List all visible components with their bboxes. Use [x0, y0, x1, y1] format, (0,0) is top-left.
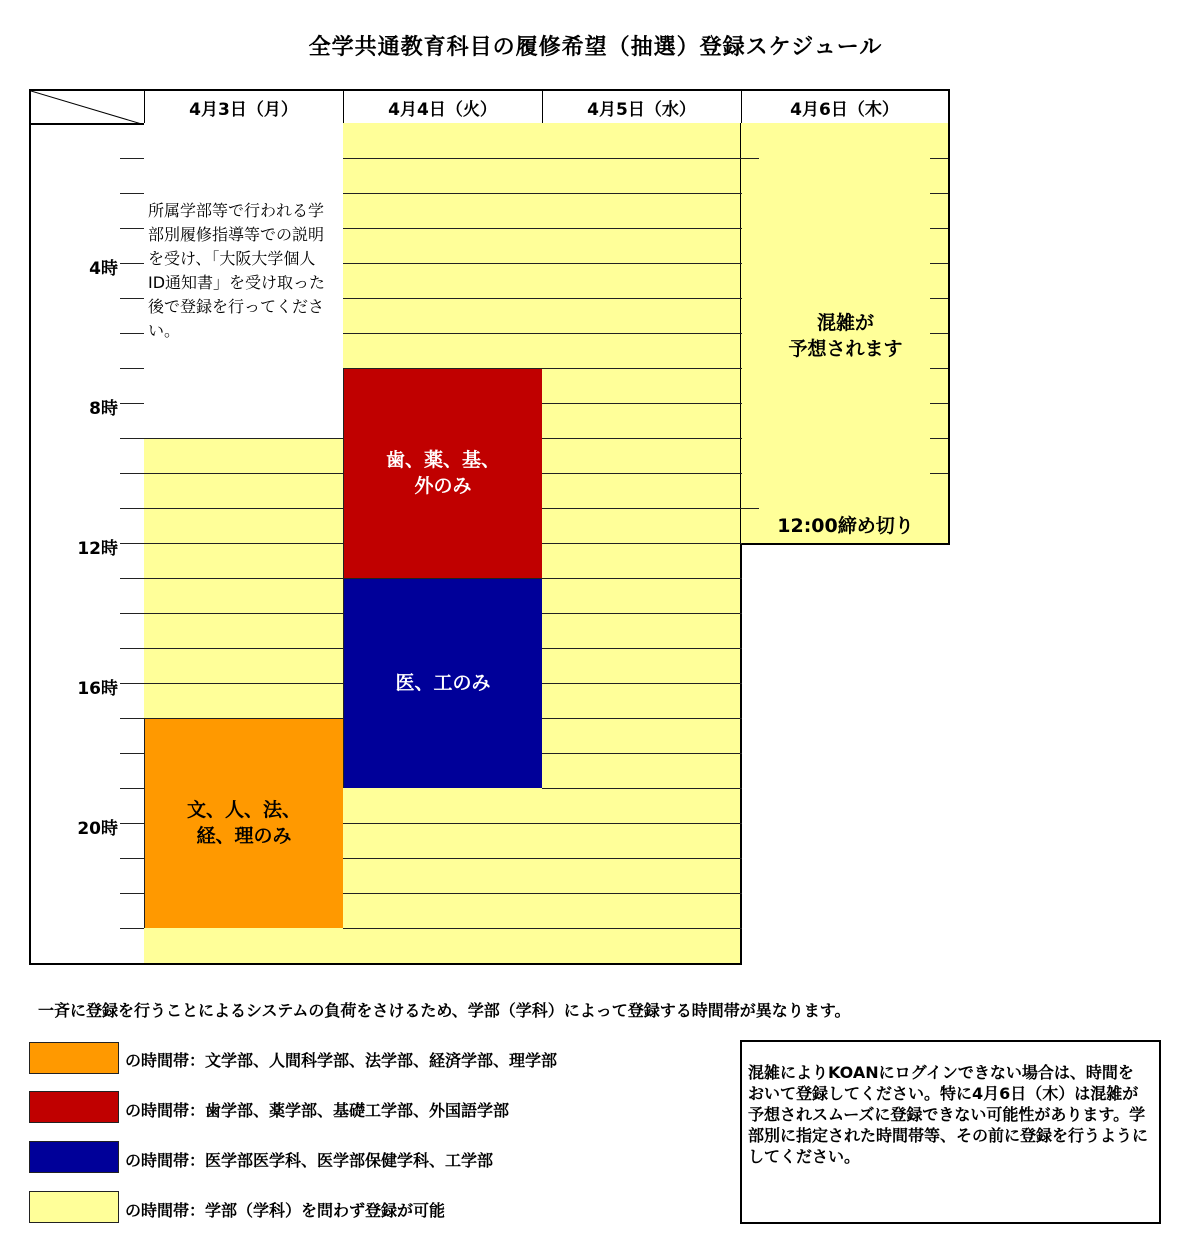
tick: [120, 228, 144, 229]
legend-text-orange: の時間帯：文学部、人間科学部、法学部、経済学部、理学部: [125, 1051, 558, 1070]
tick: [120, 193, 144, 194]
day-header-1: 4月4日（火）: [343, 89, 543, 125]
page-title: 全学共通教育科目の履修希望（抽選）登録スケジュール: [308, 35, 883, 60]
legend-text-blue: の時間帯：医学部医学科、医学部保健学科、工学部: [125, 1151, 494, 1170]
grid-line: [542, 893, 742, 894]
tick: [120, 823, 144, 824]
tick: [120, 263, 144, 264]
grid-line: [930, 158, 948, 159]
legend-swatch-yellow: [29, 1191, 119, 1223]
tick: [120, 683, 144, 684]
thursday-deadline: [741, 512, 950, 542]
grid-line: [343, 228, 543, 229]
tick: [120, 438, 144, 439]
legend-swatch-blue: [29, 1141, 119, 1173]
grid-line: [542, 403, 742, 404]
orange-block-label: 文、人、法、 経、理のみ: [186, 798, 301, 847]
grid-line: [930, 333, 948, 334]
grid-line: [343, 823, 543, 824]
grid-line: [542, 718, 742, 719]
legend-swatch-red: [29, 1091, 119, 1123]
thursday-crowded: [741, 305, 950, 369]
legend-text-yellow: の時間帯：学部（学科）を問わず登録が可能: [125, 1201, 446, 1220]
legend-swatch-orange: [29, 1042, 119, 1074]
grid-line: [343, 928, 543, 929]
grid-line: [144, 578, 344, 579]
grid-line: [542, 578, 742, 579]
grid-line: [144, 683, 344, 684]
wednesday-yellow: [542, 123, 742, 965]
tick: [120, 858, 144, 859]
intro-text: 一斉に登録を行うことによるシステムの負荷をさけるため、学部（学科）によって登録する時間帯が異なります。: [38, 1001, 851, 1020]
day-header-0: 4月3日（月）: [144, 89, 344, 125]
info-box: [740, 1040, 1161, 1224]
grid-line: [144, 613, 344, 614]
grid-line: [930, 298, 948, 299]
red-block-label: 歯、薬、基、 外のみ: [385, 448, 500, 497]
day-header-3: 4月6日（木）: [741, 89, 950, 125]
grid-line: [542, 193, 742, 194]
hour-label-20: 20時: [77, 819, 118, 839]
grid-line: [144, 473, 344, 474]
hour-label-4: 4時: [89, 259, 118, 279]
grid-line: [542, 858, 742, 859]
hour-label-8: 8時: [89, 399, 118, 419]
tick: [120, 648, 144, 649]
grid-line: [542, 788, 742, 789]
grid-line: [542, 263, 742, 264]
grid-line: [930, 473, 948, 474]
grid-line: [144, 508, 344, 509]
tick: [120, 753, 144, 754]
grid-line: [343, 298, 543, 299]
grid-line: [741, 508, 759, 509]
grid-line: [542, 753, 742, 754]
grid-line: [144, 543, 344, 544]
grid-line: [930, 368, 948, 369]
blue-block-label: 医、工のみ: [395, 671, 491, 694]
grid-line: [343, 263, 543, 264]
grid-line: [542, 438, 742, 439]
header-corner: [29, 89, 145, 125]
grid-line: [741, 158, 759, 159]
thursday-deadline-label: 12:00締め切り: [777, 515, 914, 538]
grid-line: [542, 473, 742, 474]
monday-orange-block: [144, 718, 344, 929]
grid-line: [343, 333, 543, 334]
thursday-crowded-label: 混雑が 予想されます: [788, 312, 903, 360]
info-text: 混雑によりKOANにログインできない場合は、時間をおいて登録してください。特に4月6日（木）は混雑が予想されスムーズに登録できない可能性があります。学部別に指定された時間帯等、その前に登録を行うようにしてください。: [748, 1063, 1149, 1166]
grid-line: [542, 823, 742, 824]
monday-note: 所属学部等で行われる学部別履修指導等での説明を受け、「大阪大学個人ID通知書」を受け取った後で登録を行ってください。: [148, 201, 326, 340]
grid-line: [542, 543, 742, 544]
day-header-2: 4月5日（水）: [542, 89, 742, 125]
tuesday-red-block: [343, 368, 543, 579]
grid-line: [930, 438, 948, 439]
tick: [120, 788, 144, 789]
grid-line: [930, 403, 948, 404]
grid-line: [542, 333, 742, 334]
grid-line: [930, 228, 948, 229]
grid-line: [343, 893, 543, 894]
grid-line: [542, 228, 742, 229]
grid-line: [930, 193, 948, 194]
monday-note-cell: [144, 123, 344, 439]
grid-line: [542, 648, 742, 649]
legend-text-red: の時間帯：歯学部、薬学部、基礎工学部、外国語学部: [125, 1101, 510, 1120]
tick: [120, 403, 144, 404]
tick: [120, 333, 144, 334]
tick: [120, 473, 144, 474]
hour-label-16: 16時: [77, 679, 118, 699]
tick: [120, 718, 144, 719]
grid-line: [542, 158, 742, 159]
hour-label-12: 12時: [77, 539, 118, 559]
grid-line: [343, 158, 543, 159]
grid-line: [343, 193, 543, 194]
tick: [120, 543, 144, 544]
tick: [120, 578, 144, 579]
corner-diagonal: [31, 91, 145, 125]
monday-yellow-lower: [144, 928, 344, 965]
grid-line: [930, 263, 948, 264]
tuesday-blue-block: [343, 578, 543, 789]
tick: [120, 508, 144, 509]
grid-line: [542, 928, 742, 929]
tick: [120, 613, 144, 614]
grid-line: [144, 648, 344, 649]
tuesday-yellow-lower: [343, 788, 543, 965]
grid-line: [542, 298, 742, 299]
grid-line: [542, 613, 742, 614]
tick: [120, 368, 144, 369]
tick: [120, 158, 144, 159]
grid-line: [542, 683, 742, 684]
grid-line: [542, 508, 742, 509]
tick: [120, 928, 144, 929]
tick: [120, 893, 144, 894]
tick: [120, 298, 144, 299]
grid-line: [343, 858, 543, 859]
grid-line: [542, 368, 742, 369]
